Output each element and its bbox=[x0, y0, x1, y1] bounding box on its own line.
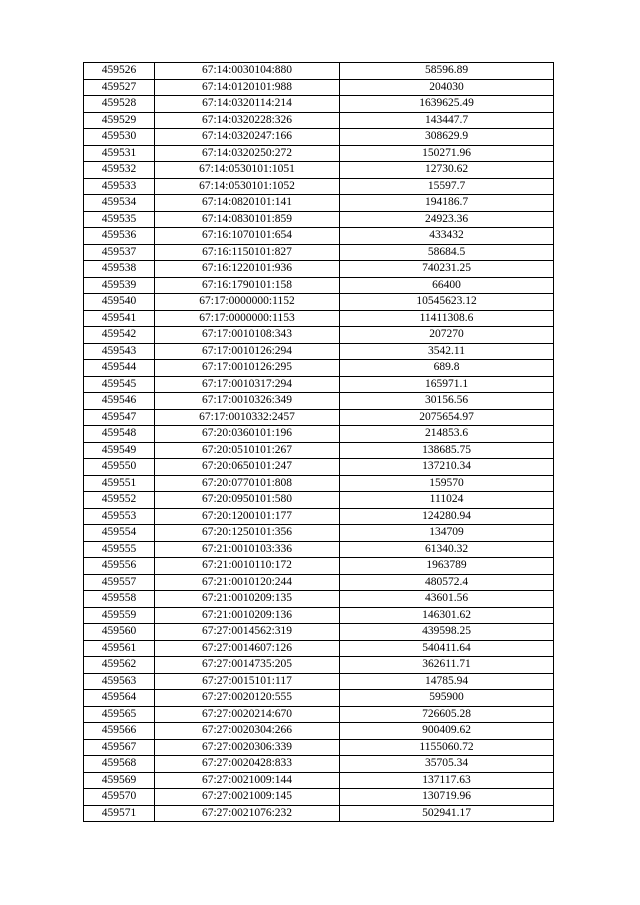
row-number-cell: 459563 bbox=[84, 673, 155, 690]
cadastral-number-cell: 67:21:0010209:136 bbox=[155, 607, 340, 624]
cadastral-number-cell: 67:21:0010110:172 bbox=[155, 558, 340, 575]
table-row bbox=[84, 442, 554, 459]
row-number-cell: 459542 bbox=[84, 327, 155, 344]
table-row bbox=[84, 244, 554, 261]
row-number-cell: 459557 bbox=[84, 574, 155, 591]
row-number-cell: 459562 bbox=[84, 657, 155, 674]
cadastral-number-cell: 67:14:0030104:880 bbox=[155, 63, 340, 80]
cadastral-value-cell: 308629.9 bbox=[340, 129, 554, 146]
table-row bbox=[84, 79, 554, 96]
cadastral-value-cell: 137210.34 bbox=[340, 459, 554, 476]
cadastral-number-cell: 67:27:0014735:205 bbox=[155, 657, 340, 674]
cadastral-value-table bbox=[83, 62, 554, 822]
row-number-cell: 459530 bbox=[84, 129, 155, 146]
cadastral-number-cell: 67:17:0010317:294 bbox=[155, 376, 340, 393]
cadastral-value-cell: 30156.56 bbox=[340, 393, 554, 410]
cadastral-value-cell: 207270 bbox=[340, 327, 554, 344]
table-row bbox=[84, 63, 554, 80]
cadastral-number-cell: 67:27:0021076:232 bbox=[155, 805, 340, 822]
cadastral-value-cell: 58684.5 bbox=[340, 244, 554, 261]
cadastral-value-cell: 439598.25 bbox=[340, 624, 554, 641]
table-row bbox=[84, 475, 554, 492]
cadastral-value-cell: 595900 bbox=[340, 690, 554, 707]
row-number-cell: 459558 bbox=[84, 591, 155, 608]
row-number-cell: 459570 bbox=[84, 789, 155, 806]
table-row bbox=[84, 195, 554, 212]
row-number-cell: 459555 bbox=[84, 541, 155, 558]
table-body bbox=[84, 63, 554, 822]
table-row bbox=[84, 673, 554, 690]
cadastral-number-cell: 67:27:0020306:339 bbox=[155, 739, 340, 756]
cadastral-value-cell: 689.8 bbox=[340, 360, 554, 377]
table-row bbox=[84, 211, 554, 228]
table-row bbox=[84, 129, 554, 146]
cadastral-value-cell: 433432 bbox=[340, 228, 554, 245]
table-row bbox=[84, 228, 554, 245]
table-row bbox=[84, 393, 554, 410]
cadastral-value-cell: 146301.62 bbox=[340, 607, 554, 624]
cadastral-value-cell: 1639625.49 bbox=[340, 96, 554, 113]
row-number-cell: 459564 bbox=[84, 690, 155, 707]
row-number-cell: 459539 bbox=[84, 277, 155, 294]
row-number-cell: 459550 bbox=[84, 459, 155, 476]
row-number-cell: 459546 bbox=[84, 393, 155, 410]
row-number-cell: 459532 bbox=[84, 162, 155, 179]
row-number-cell: 459545 bbox=[84, 376, 155, 393]
table-row bbox=[84, 772, 554, 789]
cadastral-value-cell: 66400 bbox=[340, 277, 554, 294]
cadastral-number-cell: 67:27:0015101:117 bbox=[155, 673, 340, 690]
cadastral-number-cell: 67:14:0320114:214 bbox=[155, 96, 340, 113]
row-number-cell: 459526 bbox=[84, 63, 155, 80]
row-number-cell: 459569 bbox=[84, 772, 155, 789]
table-row bbox=[84, 343, 554, 360]
cadastral-number-cell: 67:17:0000000:1152 bbox=[155, 294, 340, 311]
cadastral-number-cell: 67:17:0010326:349 bbox=[155, 393, 340, 410]
table-row bbox=[84, 277, 554, 294]
row-number-cell: 459554 bbox=[84, 525, 155, 542]
cadastral-number-cell: 67:20:0510101:267 bbox=[155, 442, 340, 459]
cadastral-number-cell: 67:17:0010126:295 bbox=[155, 360, 340, 377]
cadastral-value-cell: 214853.6 bbox=[340, 426, 554, 443]
cadastral-number-cell: 67:14:0530101:1052 bbox=[155, 178, 340, 195]
table-row bbox=[84, 360, 554, 377]
table-row bbox=[84, 739, 554, 756]
cadastral-number-cell: 67:27:0014562:319 bbox=[155, 624, 340, 641]
cadastral-number-cell: 67:14:0120101:988 bbox=[155, 79, 340, 96]
cadastral-number-cell: 67:27:0020304:266 bbox=[155, 723, 340, 740]
cadastral-number-cell: 67:21:0010103:336 bbox=[155, 541, 340, 558]
table-row bbox=[84, 294, 554, 311]
table-row bbox=[84, 574, 554, 591]
cadastral-value-cell: 24923.36 bbox=[340, 211, 554, 228]
cadastral-number-cell: 67:27:0021009:145 bbox=[155, 789, 340, 806]
cadastral-number-cell: 67:16:1150101:827 bbox=[155, 244, 340, 261]
cadastral-value-cell: 502941.17 bbox=[340, 805, 554, 822]
table-row bbox=[84, 789, 554, 806]
cadastral-number-cell: 67:14:0820101:141 bbox=[155, 195, 340, 212]
cadastral-value-cell: 726605.28 bbox=[340, 706, 554, 723]
row-number-cell: 459565 bbox=[84, 706, 155, 723]
table-row bbox=[84, 640, 554, 657]
table-row bbox=[84, 409, 554, 426]
table-row bbox=[84, 607, 554, 624]
row-number-cell: 459537 bbox=[84, 244, 155, 261]
row-number-cell: 459535 bbox=[84, 211, 155, 228]
table-row bbox=[84, 508, 554, 525]
row-number-cell: 459541 bbox=[84, 310, 155, 327]
cadastral-value-cell: 124280.94 bbox=[340, 508, 554, 525]
table-row bbox=[84, 376, 554, 393]
table-row bbox=[84, 310, 554, 327]
table-row bbox=[84, 525, 554, 542]
cadastral-value-cell: 540411.64 bbox=[340, 640, 554, 657]
cadastral-value-cell: 130719.96 bbox=[340, 789, 554, 806]
row-number-cell: 459543 bbox=[84, 343, 155, 360]
cadastral-value-cell: 137117.63 bbox=[340, 772, 554, 789]
table-row bbox=[84, 492, 554, 509]
cadastral-number-cell: 67:20:0950101:580 bbox=[155, 492, 340, 509]
cadastral-value-cell: 900409.62 bbox=[340, 723, 554, 740]
table-row bbox=[84, 459, 554, 476]
cadastral-number-cell: 67:16:1790101:158 bbox=[155, 277, 340, 294]
table-row bbox=[84, 723, 554, 740]
cadastral-value-cell: 134709 bbox=[340, 525, 554, 542]
row-number-cell: 459534 bbox=[84, 195, 155, 212]
cadastral-number-cell: 67:20:0650101:247 bbox=[155, 459, 340, 476]
cadastral-number-cell: 67:14:0320247:166 bbox=[155, 129, 340, 146]
cadastral-number-cell: 67:14:0530101:1051 bbox=[155, 162, 340, 179]
row-number-cell: 459547 bbox=[84, 409, 155, 426]
row-number-cell: 459527 bbox=[84, 79, 155, 96]
cadastral-value-cell: 61340.32 bbox=[340, 541, 554, 558]
row-number-cell: 459536 bbox=[84, 228, 155, 245]
cadastral-number-cell: 67:17:0010108:343 bbox=[155, 327, 340, 344]
cadastral-number-cell: 67:27:0020214:670 bbox=[155, 706, 340, 723]
table-row bbox=[84, 96, 554, 113]
row-number-cell: 459561 bbox=[84, 640, 155, 657]
cadastral-value-cell: 15597.7 bbox=[340, 178, 554, 195]
table-row bbox=[84, 178, 554, 195]
table-row bbox=[84, 706, 554, 723]
cadastral-value-cell: 480572.4 bbox=[340, 574, 554, 591]
row-number-cell: 459549 bbox=[84, 442, 155, 459]
cadastral-value-cell: 740231.25 bbox=[340, 261, 554, 278]
table-row bbox=[84, 558, 554, 575]
cadastral-number-cell: 67:20:0770101:808 bbox=[155, 475, 340, 492]
row-number-cell: 459529 bbox=[84, 112, 155, 129]
row-number-cell: 459533 bbox=[84, 178, 155, 195]
table-row bbox=[84, 112, 554, 129]
table-row bbox=[84, 162, 554, 179]
cadastral-value-cell: 2075654.97 bbox=[340, 409, 554, 426]
cadastral-number-cell: 67:27:0014607:126 bbox=[155, 640, 340, 657]
table-row bbox=[84, 805, 554, 822]
cadastral-value-cell: 194186.7 bbox=[340, 195, 554, 212]
cadastral-number-cell: 67:17:0010332:2457 bbox=[155, 409, 340, 426]
table-row bbox=[84, 261, 554, 278]
cadastral-value-cell: 12730.62 bbox=[340, 162, 554, 179]
row-number-cell: 459552 bbox=[84, 492, 155, 509]
row-number-cell: 459560 bbox=[84, 624, 155, 641]
cadastral-number-cell: 67:17:0000000:1153 bbox=[155, 310, 340, 327]
cadastral-number-cell: 67:16:1070101:654 bbox=[155, 228, 340, 245]
cadastral-number-cell: 67:14:0320250:272 bbox=[155, 145, 340, 162]
row-number-cell: 459548 bbox=[84, 426, 155, 443]
cadastral-value-cell: 204030 bbox=[340, 79, 554, 96]
cadastral-value-cell: 1963789 bbox=[340, 558, 554, 575]
table-row bbox=[84, 756, 554, 773]
cadastral-value-cell: 10545623.12 bbox=[340, 294, 554, 311]
row-number-cell: 459551 bbox=[84, 475, 155, 492]
cadastral-number-cell: 67:20:1200101:177 bbox=[155, 508, 340, 525]
row-number-cell: 459540 bbox=[84, 294, 155, 311]
row-number-cell: 459538 bbox=[84, 261, 155, 278]
cadastral-number-cell: 67:21:0010120:244 bbox=[155, 574, 340, 591]
cadastral-value-cell: 362611.71 bbox=[340, 657, 554, 674]
cadastral-number-cell: 67:14:0830101:859 bbox=[155, 211, 340, 228]
row-number-cell: 459567 bbox=[84, 739, 155, 756]
cadastral-value-cell: 43601.56 bbox=[340, 591, 554, 608]
row-number-cell: 459528 bbox=[84, 96, 155, 113]
cadastral-value-cell: 3542.11 bbox=[340, 343, 554, 360]
table-row bbox=[84, 541, 554, 558]
cadastral-value-cell: 150271.96 bbox=[340, 145, 554, 162]
cadastral-number-cell: 67:20:0360101:196 bbox=[155, 426, 340, 443]
row-number-cell: 459544 bbox=[84, 360, 155, 377]
cadastral-value-cell: 159570 bbox=[340, 475, 554, 492]
table-row bbox=[84, 591, 554, 608]
cadastral-value-cell: 35705.34 bbox=[340, 756, 554, 773]
cadastral-number-cell: 67:14:0320228:326 bbox=[155, 112, 340, 129]
cadastral-number-cell: 67:16:1220101:936 bbox=[155, 261, 340, 278]
table-row bbox=[84, 327, 554, 344]
cadastral-number-cell: 67:20:1250101:356 bbox=[155, 525, 340, 542]
cadastral-number-cell: 67:27:0021009:144 bbox=[155, 772, 340, 789]
cadastral-value-cell: 11411308.6 bbox=[340, 310, 554, 327]
table-row bbox=[84, 426, 554, 443]
cadastral-number-cell: 67:27:0020120:555 bbox=[155, 690, 340, 707]
cadastral-value-cell: 14785.94 bbox=[340, 673, 554, 690]
row-number-cell: 459571 bbox=[84, 805, 155, 822]
cadastral-number-cell: 67:21:0010209:135 bbox=[155, 591, 340, 608]
table-row bbox=[84, 624, 554, 641]
row-number-cell: 459566 bbox=[84, 723, 155, 740]
cadastral-value-cell: 138685.75 bbox=[340, 442, 554, 459]
cadastral-number-cell: 67:27:0020428:833 bbox=[155, 756, 340, 773]
row-number-cell: 459559 bbox=[84, 607, 155, 624]
row-number-cell: 459553 bbox=[84, 508, 155, 525]
cadastral-value-cell: 58596.89 bbox=[340, 63, 554, 80]
cadastral-number-cell: 67:17:0010126:294 bbox=[155, 343, 340, 360]
cadastral-value-cell: 143447.7 bbox=[340, 112, 554, 129]
cadastral-value-cell: 1155060.72 bbox=[340, 739, 554, 756]
table-row bbox=[84, 690, 554, 707]
table-row bbox=[84, 657, 554, 674]
cadastral-value-cell: 111024 bbox=[340, 492, 554, 509]
row-number-cell: 459556 bbox=[84, 558, 155, 575]
table-row bbox=[84, 145, 554, 162]
row-number-cell: 459568 bbox=[84, 756, 155, 773]
cadastral-value-cell: 165971.1 bbox=[340, 376, 554, 393]
row-number-cell: 459531 bbox=[84, 145, 155, 162]
